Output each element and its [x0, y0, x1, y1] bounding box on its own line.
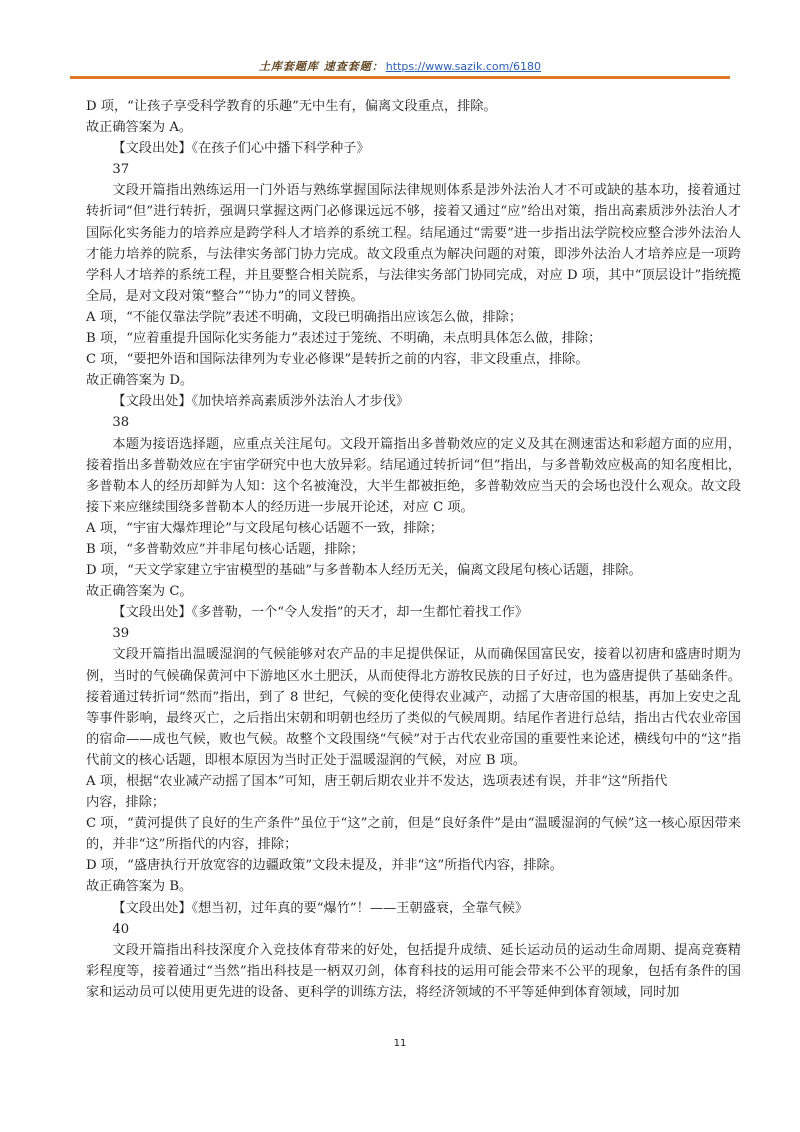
source-citation: 【文段出处】《多普勒，一个“令人发指”的天才，却一生都忙着找工作》: [112, 605, 529, 621]
header-divider: [70, 76, 730, 79]
paragraph: 文段开篇指出熟练运用一门外语与熟练掌握国际法律规则体系是涉外法治人才不可或缺的基本功，接着通过转折词“但”进行转折，强调只掌握这两门必修课远远不够，接着又通过“应”给出对策，指出高素质涉外法治人才国际化实务能力的培养应是跨学科人才培养的系统工程。结尾通过“需要”进一步指出法学院校应整合涉外法治人才能力培养的院系，与法律实务部门协力完成。故文段重点为解决问题的对策，即涉外法治人才培养应是一项跨学科人才培养的系统工程，并且要整合相关院系，与法律实务部门协同完成，对应 D 项，其中“顶层设计”指统揽全局，是对文段对策“整合”“协力”的同义替换。: [86, 183, 741, 304]
page-header: [70, 58, 730, 78]
question-number: 38: [112, 415, 130, 431]
paragraph: 文段开篇指出温暖湿润的气候能够对农产品的丰足提供保证，从而确保国富民安，接着以初唐和盛唐时期为例，当时的气候确保黄河中下游地区水土肥沃，从而使得北方游牧民族的日子好过，也为盛唐提供了基础条件。接着通过转折词“然而”指出，到了 8 世纪，气候的变化使得农业减产，动摇了大唐帝国的根基，再加上安史之乱等事件影响，最终灭亡，之后指出宋朝和明朝也经历了类似的气候周期。结尾作者进行总结，指出古代农业帝国的宿命——成也气候，败也气候。故整个文段围绕“气候”对于古代农业帝国的重要性来论述，横线句中的“这”指代前文的核心话题，即根本原因为当时正处于温暖湿润的气候，对应 B 项。: [86, 647, 741, 768]
paragraph: 本题为接语选择题，应重点关注尾句。文段开篇指出多普勒效应的定义及其在测速雷达和彩超方面的应用，接着指出多普勒效应在宇宙学研究中也大放异彩。结尾通过转折词“但”指出，与多普勒效应极高的知名度相比，多普勒本人的经历却鲜为人知：这个名被淹没，大半生都被拒绝，多普勒效应当天的会场也没什么观众。故文段接下来应继续围绕多普勒本人的经历进一步展开论述，对应 C 项。: [86, 436, 741, 515]
text-line: 故正确答案为 B。: [86, 879, 193, 895]
header-link[interactable]: https://www.sazik.com/6180: [385, 60, 542, 73]
text-line: 故正确答案为 C。: [86, 584, 193, 600]
question-number: 37: [112, 162, 130, 178]
text-line: B 项，“应着重提升国际化实务能力”表述过于笼统、不明确，未点明具体怎么做，排除；: [86, 331, 602, 347]
text-line: A 项，根据“农业减产动摇了国本”可知，唐王朝后期农业并不发达，选项表述有误，并非“这”所指代: [86, 774, 668, 789]
text-line: C 项，“要把外语和国际法律列为专业必修课”是转折之前的内容，非文段重点，排除。: [86, 352, 589, 368]
text-line: D 项，“让孩子享受科学教育的乐趣”无中生有，偏离文段重点，排除。: [86, 99, 497, 114]
source-citation: 【文段出处】《想当初，过年真的要“爆竹”！——王朝盛衰，全靠气候》: [112, 900, 529, 916]
text-line: C 项，“黄河提供了良好的生产条件”虽位于“这”之前，但是“良好条件”是由“温暖湿润的气候”这一核心原因带来的，并非“这”所指代的内容，排除；: [86, 816, 741, 853]
question-number: 40: [112, 921, 130, 937]
question-number: 39: [112, 626, 130, 642]
header-label: 土库套题库 速查套题：: [258, 60, 384, 73]
text-line: 故正确答案为 D。: [86, 373, 194, 389]
text-line: 内容，排除；: [86, 795, 166, 811]
text-line: A 项，“不能仅靠法学院”表述不明确，文段已明确指出应该怎么做，排除；: [86, 309, 523, 325]
text-line: D 项，“盛唐执行开放宽容的边疆政策”文段未提及，并非“这”所指代内容，排除。: [86, 858, 563, 874]
source-citation: 【文段出处】《加快培养高素质涉外法治人才步伐》: [112, 394, 410, 410]
text-line: B 项，“多普勒效应”并非尾句核心话题，排除；: [86, 541, 364, 557]
text-line: D 项，“天文学家建立宇宙模型的基础”与多普勒本人经历无关，偏离文段尾句核心话题，排除。: [86, 563, 642, 579]
paragraph: 文段开篇指出科技深度介入竞技体育带来的好处，包括提升成绩、延长运动员的运动生命周期、提高竞赛精彩程度等，接着通过“当然”指出科技是一柄双刃剑，体育科技的运用可能会带来不公平的现象，包括有条件的国家和运动员可以使用更先进的设备、更科学的训练方法，将经济领域的不平等延伸到体育领域，同时加: [86, 942, 741, 1000]
text-line: 故正确答案为 A。: [86, 120, 193, 136]
source-citation: 【文段出处】《在孩子们心中播下科学种子》: [112, 141, 370, 157]
page-number: 11: [393, 1038, 407, 1049]
document-body: [86, 96, 741, 1003]
text-line: A 项，“宇宙大爆炸理论”与文段尾句核心话题不一致，排除；: [86, 520, 443, 536]
